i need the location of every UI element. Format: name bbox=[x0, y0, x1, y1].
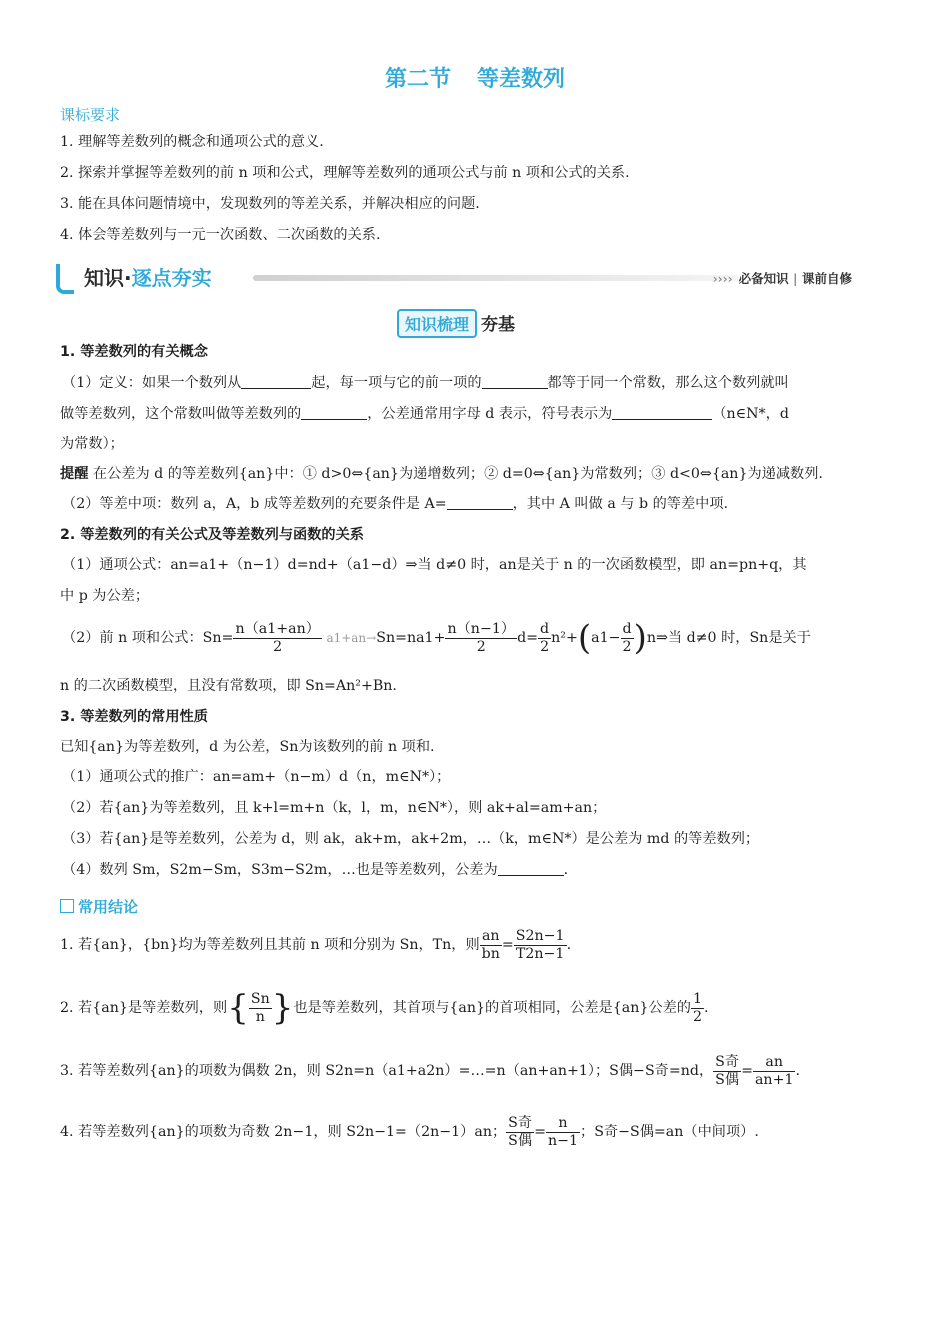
banner-divider bbox=[253, 275, 738, 281]
banner-heading: 知识·逐点夯实 bbox=[84, 266, 212, 290]
fraction-4: $\frac{d}{2}$ bbox=[622, 621, 632, 655]
section-3-title: 3. 等差数列的常用性质 bbox=[60, 709, 208, 725]
conclusion-2: 2. 若{an}是等差数列，则{ $\frac{Sn}{n}$ }也是等差数列，其首项与{an}的首项相同，公差是{an}公差的 $\frac{1}{2}$ . bbox=[60, 988, 709, 1028]
fraction-3: $\frac{d}{2}$ bbox=[540, 621, 550, 655]
general-term-line-2: 中 p 为公差； bbox=[60, 588, 150, 604]
definition-line-3: 为常数）； bbox=[60, 436, 124, 452]
blank-5[interactable] bbox=[447, 495, 513, 510]
banner-tagline: ›››› 必备知识 | 课前自修 bbox=[712, 271, 852, 286]
conclusion-4: 4. 若等差数列{an}的项数为奇数 2n−1，则 S2n−1=（2n−1）an； $\frac{\text{S奇}}{\text{S偶}}$ = $\frac{n}{n-1}$ ；S奇−S偶=an（中间项）. bbox=[60, 1115, 759, 1149]
general-term-line-1: （1）通项公式：an=a1+（n−1）d=nd+（a1−d）⇒当 d≠0 时，an是关于 n 的一次函数模型，即 an=pn+q，其 bbox=[62, 557, 807, 573]
properties-intro: 已知{an}为等差数列，d 为公差，Sn为该数列的前 n 项和. bbox=[60, 739, 435, 755]
requirements-heading: 课标要求 bbox=[60, 106, 121, 124]
requirement-1: 1. 理解等差数列的概念和通项公式的意义. bbox=[60, 134, 324, 150]
conclusion-1: 1. 若{an}，{bn}均为等差数列且其前 n 项和分别为 Sn，Tn，则 $\frac{an}{bn}$ = $\frac{S2n-1}{T2n-1}$ . bbox=[60, 928, 572, 962]
section-2-title: 2. 等差数列的有关公式及等差数列与函数的关系 bbox=[60, 527, 364, 543]
sum-formula-line-2: n 的二次函数模型，且没有常数项，即 Sn=An²+Bn. bbox=[60, 678, 397, 694]
chevrons-icon: ›››› bbox=[712, 271, 733, 286]
conclusions-heading: 常用结论 bbox=[60, 896, 138, 917]
arrow-icon: a1+an→ bbox=[326, 631, 377, 645]
conclusion-3: 3. 若等差数列{an}的项数为偶数 2n，则 S2n=n（a1+a2n）=…=n（an+an+1）；S偶−S奇=nd， $\frac{\text{S奇}}{\text{S偶}}$ = $\frac{an}{an+1}$ . bbox=[60, 1054, 800, 1088]
requirement-4: 4. 体会等差数列与一元一次函数、二次函数的关系. bbox=[60, 227, 381, 243]
requirement-3: 3. 能在具体问题情境中，发现数列的等差关系，并解决相应的问题. bbox=[60, 196, 480, 212]
property-1: （1）通项公式的推广：an=am+（n−m）d（n，m∈N*）； bbox=[62, 769, 451, 785]
tip-line: 提醒 在公差为 d 的等差数列{an}中：① d>0⇔{an}为递增数列；② d=0⇔{an}为常数列；③ d<0⇔{an}为递减数列. bbox=[60, 466, 823, 482]
blank-3[interactable] bbox=[301, 405, 367, 420]
fraction-2: $\frac{n(n-1)}{2}$ bbox=[447, 621, 516, 655]
definition-line-1: （1）定义：如果一个数列从 起，每一项与它的前一项的 都等于同一个常数，那么这个数列就叫 bbox=[62, 375, 789, 391]
middle-term-line: （2）等差中项：数列 a，A，b 成等差数列的充要条件是 A= ，其中 A 叫做 a 与 b 的等差中项. bbox=[62, 496, 729, 512]
section-1-title: 1. 等差数列的有关概念 bbox=[60, 344, 208, 360]
property-3: （3）若{an}是等差数列，公差为 d，则 ak，ak+m，ak+2m，…（k，m∈N*）是公差为 md 的等差数列； bbox=[62, 831, 760, 847]
fraction-1: $\frac{n(a1+an)}{2}$ bbox=[235, 621, 320, 655]
page-title: 第二节 等差数列 bbox=[384, 67, 566, 92]
blank-1[interactable] bbox=[241, 374, 311, 389]
sum-formula-line: （2）前 n 项和公式：Sn= $\frac{n(a1+an)}{2}$ a1+an→Sn=na1+ $\frac{n(n-1)}{2}$ d= $\frac{d}{2}$ n²+(a1− $\frac{d}{2}$ )n⇒当 d≠0 时，Sn是关于 bbox=[62, 618, 811, 658]
property-4: （4）数列 Sm，S2m−Sm，S3m−S2m，…也是等差数列，公差为 . bbox=[62, 862, 569, 878]
checkbox-icon bbox=[60, 899, 74, 913]
definition-line-2: 做等差数列，这个常数叫做等差数列的 ，公差通常用字母 d 表示，符号表示为 （n∈N*，d bbox=[60, 406, 789, 422]
section-banner bbox=[58, 262, 890, 296]
blank-2[interactable] bbox=[482, 374, 548, 389]
property-2: （2）若{an}为等差数列，且 k+l=m+n（k，l，m，n∈N*），则 ak+al=am+an； bbox=[62, 800, 607, 816]
blank-6[interactable] bbox=[498, 861, 564, 876]
blank-4[interactable] bbox=[612, 405, 712, 420]
requirement-2: 2. 探索并掌握等差数列的前 n 项和公式，理解等差数列的通项公式与前 n 项和公式的关系. bbox=[60, 165, 630, 181]
knowledge-badge: 知识梳理 夯基 bbox=[397, 309, 515, 337]
banner-hook-icon bbox=[56, 264, 74, 294]
